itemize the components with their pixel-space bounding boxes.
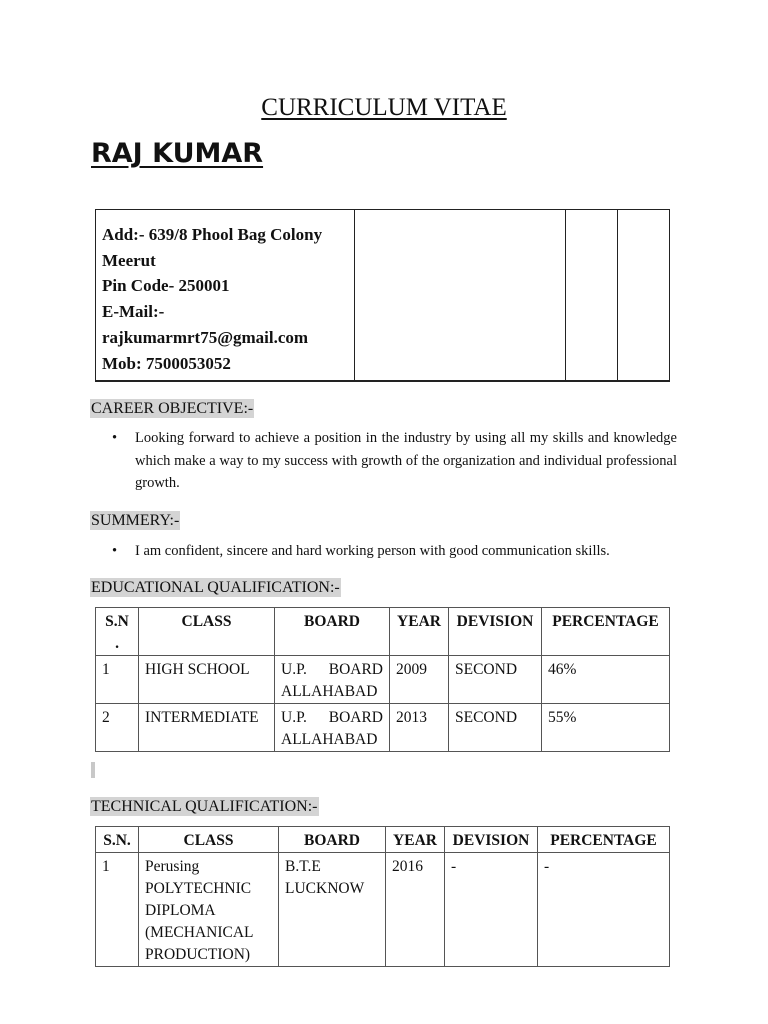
empty-cell [566, 210, 618, 382]
contact-table [95, 209, 670, 382]
cell: B.T.E LUCKNOW [279, 853, 386, 967]
cell: - [445, 853, 538, 967]
table-row [96, 853, 670, 967]
cell: - [538, 853, 670, 967]
col-year: YEAR [390, 608, 449, 656]
col-sn: S.N . [96, 608, 139, 656]
col-division: DEVISION [449, 608, 542, 656]
career-objective-item [112, 427, 677, 495]
cell: INTERMEDIATE [139, 704, 275, 752]
technical-table [95, 826, 670, 967]
career-objective-text: Looking forward to achieve a position in the industry by using all my skills and knowledge which make a way to my success with growth of the organization and individual professional growth. [135, 430, 677, 491]
pincode-line: Pin Code- 250001 [102, 276, 230, 296]
contact-cell [96, 210, 355, 382]
cell: 2016 [386, 853, 445, 967]
career-objective-heading: CAREER OBJECTIVE:- [91, 400, 254, 417]
technical-heading: TECHNICAL QUALIFICATION:- [91, 798, 318, 815]
col-percentage: PERCENTAGE [542, 608, 670, 656]
education-heading: EDUCATIONAL QUALIFICATION:- [91, 579, 340, 596]
cell: 2009 [390, 656, 449, 704]
cell: 55% [542, 704, 670, 752]
summary-item [112, 540, 677, 563]
table-header-row [96, 608, 670, 656]
address-line: Add:- 639/8 Phool Bag Colony [102, 225, 323, 244]
section-marker [91, 762, 95, 778]
empty-cell [355, 210, 566, 382]
bullet-icon: • [112, 543, 118, 559]
col-division: DEVISION [445, 827, 538, 853]
empty-cell [618, 210, 670, 382]
cell: 1 [96, 656, 139, 704]
cell: 1 [96, 853, 139, 967]
table-row [96, 656, 670, 704]
col-board: BOARD [279, 827, 386, 853]
col-class: CLASS [139, 827, 279, 853]
summary-heading: SUMMERY:- [91, 512, 180, 529]
city-line: Meerut [102, 250, 156, 270]
col-board: BOARD [275, 608, 390, 656]
candidate-name: RAJ KUMAR [91, 138, 264, 169]
col-sn: S.N. [96, 827, 139, 853]
cell: SECOND [449, 704, 542, 752]
cell: HIGH SCHOOL [139, 656, 275, 704]
cell: SECOND [449, 656, 542, 704]
bullet-icon: • [112, 430, 118, 446]
cell: U.P. BOARD ALLAHABAD [275, 656, 390, 704]
document-title: CURRICULUM VITAE [261, 94, 507, 121]
col-class: CLASS [139, 608, 275, 656]
cell: 46% [542, 656, 670, 704]
table-header-row [96, 827, 670, 853]
cell: U.P. BOARD ALLAHABAD [275, 704, 390, 752]
col-year: YEAR [386, 827, 445, 853]
table-row [96, 704, 670, 752]
col-percentage: PERCENTAGE [538, 827, 670, 853]
summary-text: I am confident, sincere and hard working person with good communication skills. [135, 543, 610, 559]
cell: Perusing POLYTECHNIC DIPLOMA (MECHANICAL PRODUCTION) [139, 853, 279, 967]
cell: 2013 [390, 704, 449, 752]
cell: 2 [96, 704, 139, 752]
email-label: E-Mail:- [102, 302, 165, 322]
mobile-line: Mob: 7500053052 [102, 353, 231, 373]
email-value: rajkumarmrt75@gmail.com [102, 327, 309, 347]
education-table [95, 607, 670, 752]
